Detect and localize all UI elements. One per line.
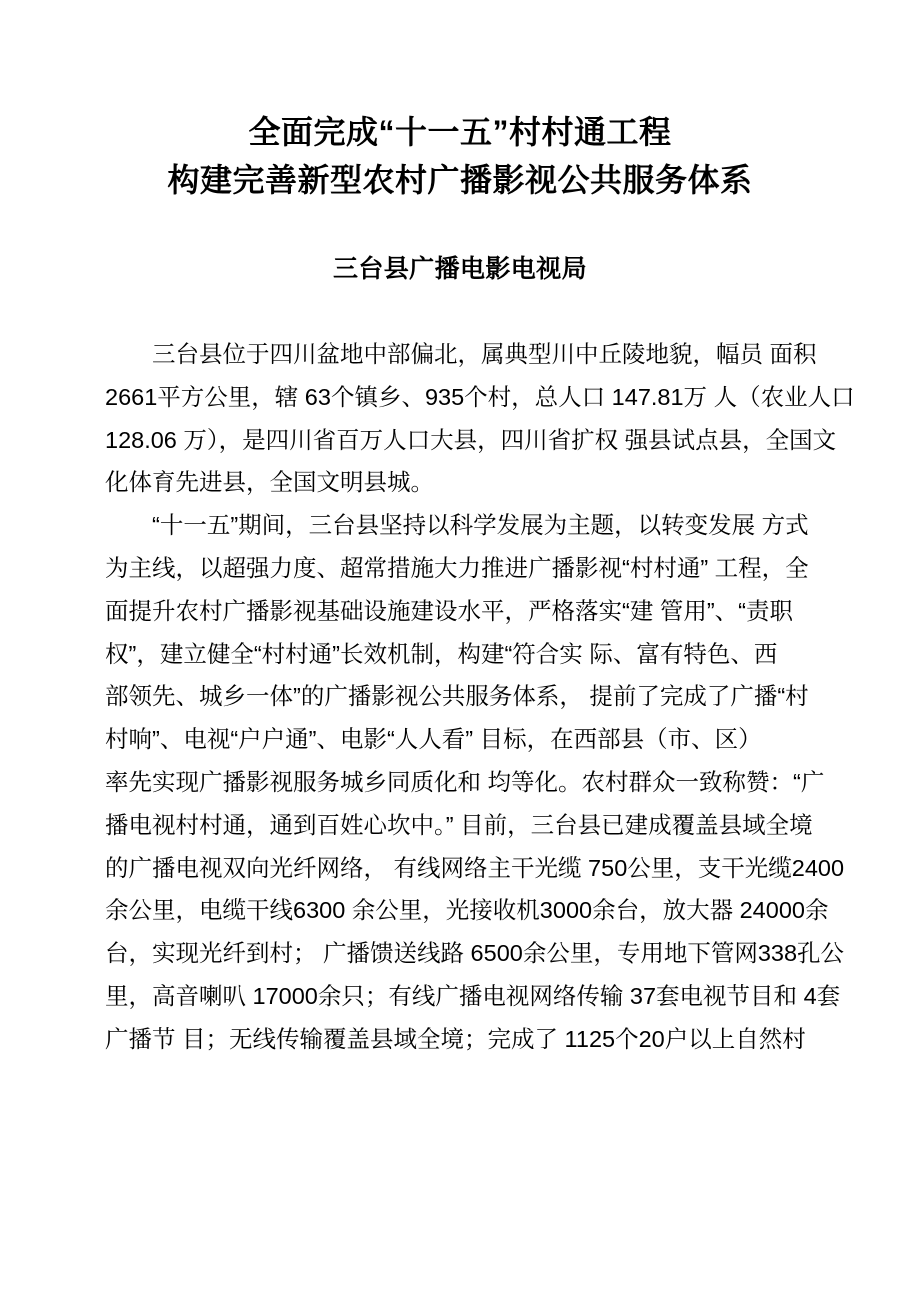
paragraph-line: 村响”、电视“户户通”、电影“人人看” 目标，在西部县（市、区） <box>105 726 762 753</box>
paragraph-line: 128.06 万），是四川省百万人口大县，四川省扩权 强县试点县，全国文 <box>105 426 837 453</box>
paragraph-line: 台，实现光纤到村； 广播馈送线路 6500余公里，专用地下管网338孔公 <box>105 940 845 967</box>
paragraph-line: 部领先、城乡一体”的广播影视公共服务体系， 提前了完成了广播“村 <box>105 683 809 710</box>
title-line-2: 构建完善新型农村广播影视公共服务体系 <box>167 162 753 198</box>
paragraph-line: 权”，建立健全“村村通”长效机制，构建“符合实 际、富有特色、西 <box>105 640 778 667</box>
paragraph-2 <box>105 504 845 1060</box>
paragraph-line: 余公里，电缆干线6300 余公里，光接收机3000余台，放大器 24000余 <box>105 897 829 924</box>
paragraph-line: 里，高音喇叭 17000余只；有线广播电视网络传输 37套电视节目和 4套 <box>105 982 841 1009</box>
paragraph-line: 化体育先进县，全国文明县城。 <box>105 469 434 496</box>
document-body <box>105 333 855 1061</box>
paragraph-line: 为主线，以超强力度、超常措施大力推进广播影视“村村通” 工程，全 <box>105 554 809 581</box>
paragraph-line: 面提升农村广播影视基础设施建设水平，严格落实“建 管用”、“责职 <box>105 597 794 624</box>
paragraph-line: 的广播电视双向光纤网络， 有线网络主干光缆 750公里，支干光缆2400 <box>105 854 845 881</box>
subtitle-text: 三台县广播电影电视局 <box>332 255 587 283</box>
paragraph-line: 率先实现广播影视服务城乡同质化和 均等化。农村群众一致称赞：“广 <box>105 768 825 795</box>
paragraph-line: “十一五”期间，三台县坚持以科学发展为主题，以转变发展 方式 <box>152 512 809 539</box>
document-subtitle <box>0 252 920 286</box>
paragraph-line: 三台县位于四川盆地中部偏北，属典型川中丘陵地貌，幅员 面积 <box>152 341 817 367</box>
paragraph-line: 广播节 目；无线传输覆盖县域全境；完成了 1125个20户以上自然村 <box>105 1025 806 1052</box>
paragraph-line: 播电视村村通，通到百姓心坎中。” 目前，三台县已建成覆盖县域全境 <box>105 811 813 838</box>
paragraph-line: 2661平方公里，辖 63个镇乡、935个村，总人口 147.81万 人（农业人口 <box>105 383 855 410</box>
document-title <box>0 108 920 204</box>
paragraph-1 <box>105 333 855 504</box>
title-line-1: 全面完成“十一五”村村通工程 <box>248 114 672 150</box>
